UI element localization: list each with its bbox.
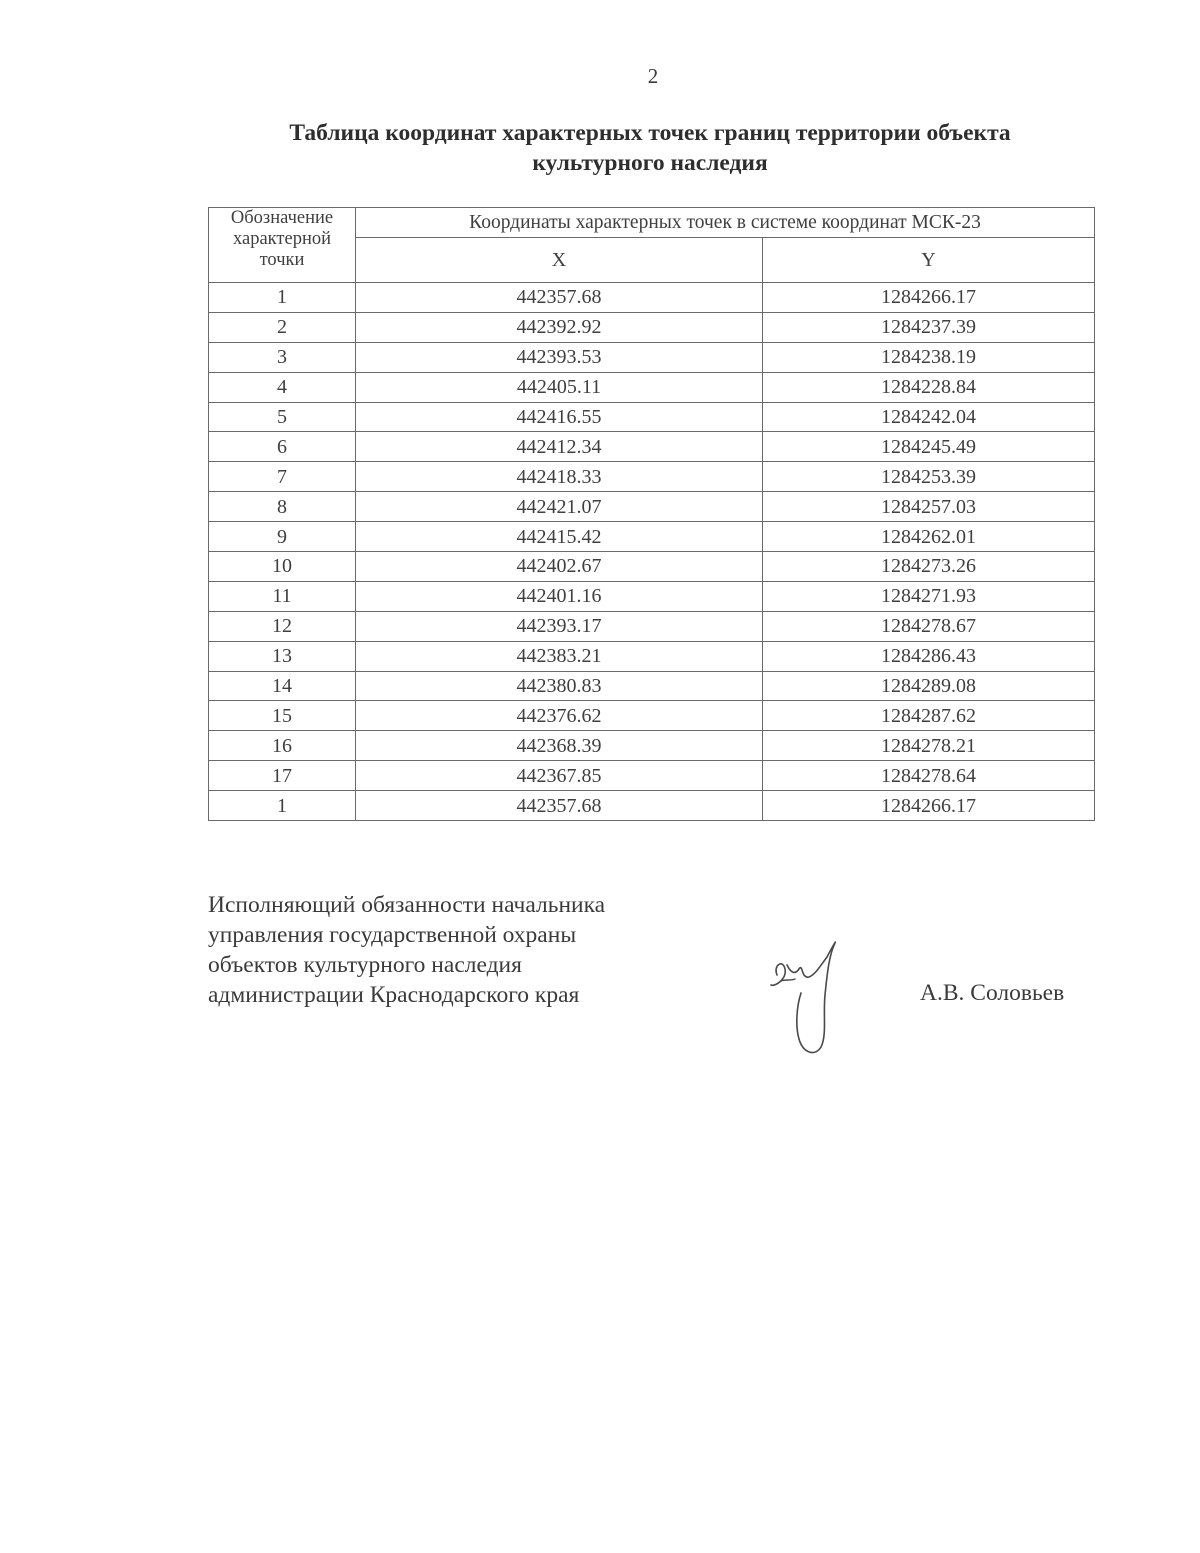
y-cell: 1284266.17 [763,283,1095,313]
y-cell: 1284273.26 [763,552,1095,582]
table-row [209,671,1095,701]
header-x: X [356,238,763,283]
handwritten-signature [765,935,845,1060]
point-cell: 1 [209,791,356,821]
point-cell: 12 [209,611,356,641]
table-row [209,761,1095,791]
point-cell: 17 [209,761,356,791]
point-cell: 15 [209,701,356,731]
table-row [209,791,1095,821]
title-line-2: культурного наследия [532,150,768,176]
position-line-2: управления государственной охраны [208,922,577,948]
title-line-1: Таблица координат характерных точек границ территории объекта [289,120,1011,146]
y-cell: 1284262.01 [763,522,1095,552]
table-row [209,522,1095,552]
x-cell: 442393.53 [356,342,763,372]
x-cell: 442383.21 [356,641,763,671]
point-cell: 9 [209,522,356,552]
x-cell: 442421.07 [356,492,763,522]
point-cell: 6 [209,432,356,462]
y-cell: 1284237.39 [763,312,1095,342]
table-row [209,462,1095,492]
x-cell: 442412.34 [356,432,763,462]
x-cell: 442392.92 [356,312,763,342]
header-point-designation: Обозначение характерной точки [209,208,356,283]
x-cell: 442357.68 [356,283,763,313]
signatory-position [208,890,605,1010]
x-cell: 442405.11 [356,372,763,402]
y-cell: 1284253.39 [763,462,1095,492]
x-cell: 442367.85 [356,761,763,791]
table-row [209,372,1095,402]
table-row [209,611,1095,641]
table-row [209,402,1095,432]
point-cell: 16 [209,731,356,761]
y-cell: 1284266.17 [763,791,1095,821]
table-row [209,312,1095,342]
point-cell: 8 [209,492,356,522]
table-body [209,283,1095,821]
point-cell: 1 [209,283,356,313]
x-cell: 442416.55 [356,402,763,432]
x-cell: 442357.68 [356,791,763,821]
x-cell: 442380.83 [356,671,763,701]
y-cell: 1284257.03 [763,492,1095,522]
table-row [209,342,1095,372]
y-cell: 1284289.08 [763,671,1095,701]
table-row [209,552,1095,582]
x-cell: 442418.33 [356,462,763,492]
header-y: Y [763,238,1095,283]
table-row [209,641,1095,671]
y-cell: 1284287.62 [763,701,1095,731]
y-cell: 1284238.19 [763,342,1095,372]
point-cell: 14 [209,671,356,701]
document-title [206,118,1094,178]
coordinates-table [208,207,1095,821]
y-cell: 1284271.93 [763,581,1095,611]
table-row [209,581,1095,611]
y-cell: 1284242.04 [763,402,1095,432]
point-cell: 4 [209,372,356,402]
position-line-1: Исполняющий обязанности начальника [208,892,606,918]
position-line-3: объектов культурного наследия [208,952,522,978]
signatory-name: А.В. Соловьев [920,980,1065,1006]
point-cell: 11 [209,581,356,611]
point-cell: 2 [209,312,356,342]
x-cell: 442402.67 [356,552,763,582]
y-cell: 1284228.84 [763,372,1095,402]
table-row [209,701,1095,731]
y-cell: 1284278.64 [763,761,1095,791]
point-cell: 7 [209,462,356,492]
y-cell: 1284278.21 [763,731,1095,761]
table-row [209,283,1095,313]
table-row [209,731,1095,761]
point-cell: 13 [209,641,356,671]
x-cell: 442393.17 [356,611,763,641]
position-line-4: администрации Краснодарского края [208,982,580,1008]
point-cell: 3 [209,342,356,372]
page-number: 2 [647,64,659,88]
header-coordinates: Координаты характерных точек в системе координат МСК-23 [356,208,1095,238]
y-cell: 1284245.49 [763,432,1095,462]
point-cell: 5 [209,402,356,432]
x-cell: 442376.62 [356,701,763,731]
table-row [209,432,1095,462]
y-cell: 1284286.43 [763,641,1095,671]
x-cell: 442368.39 [356,731,763,761]
point-cell: 10 [209,552,356,582]
table-row [209,492,1095,522]
x-cell: 442415.42 [356,522,763,552]
y-cell: 1284278.67 [763,611,1095,641]
x-cell: 442401.16 [356,581,763,611]
